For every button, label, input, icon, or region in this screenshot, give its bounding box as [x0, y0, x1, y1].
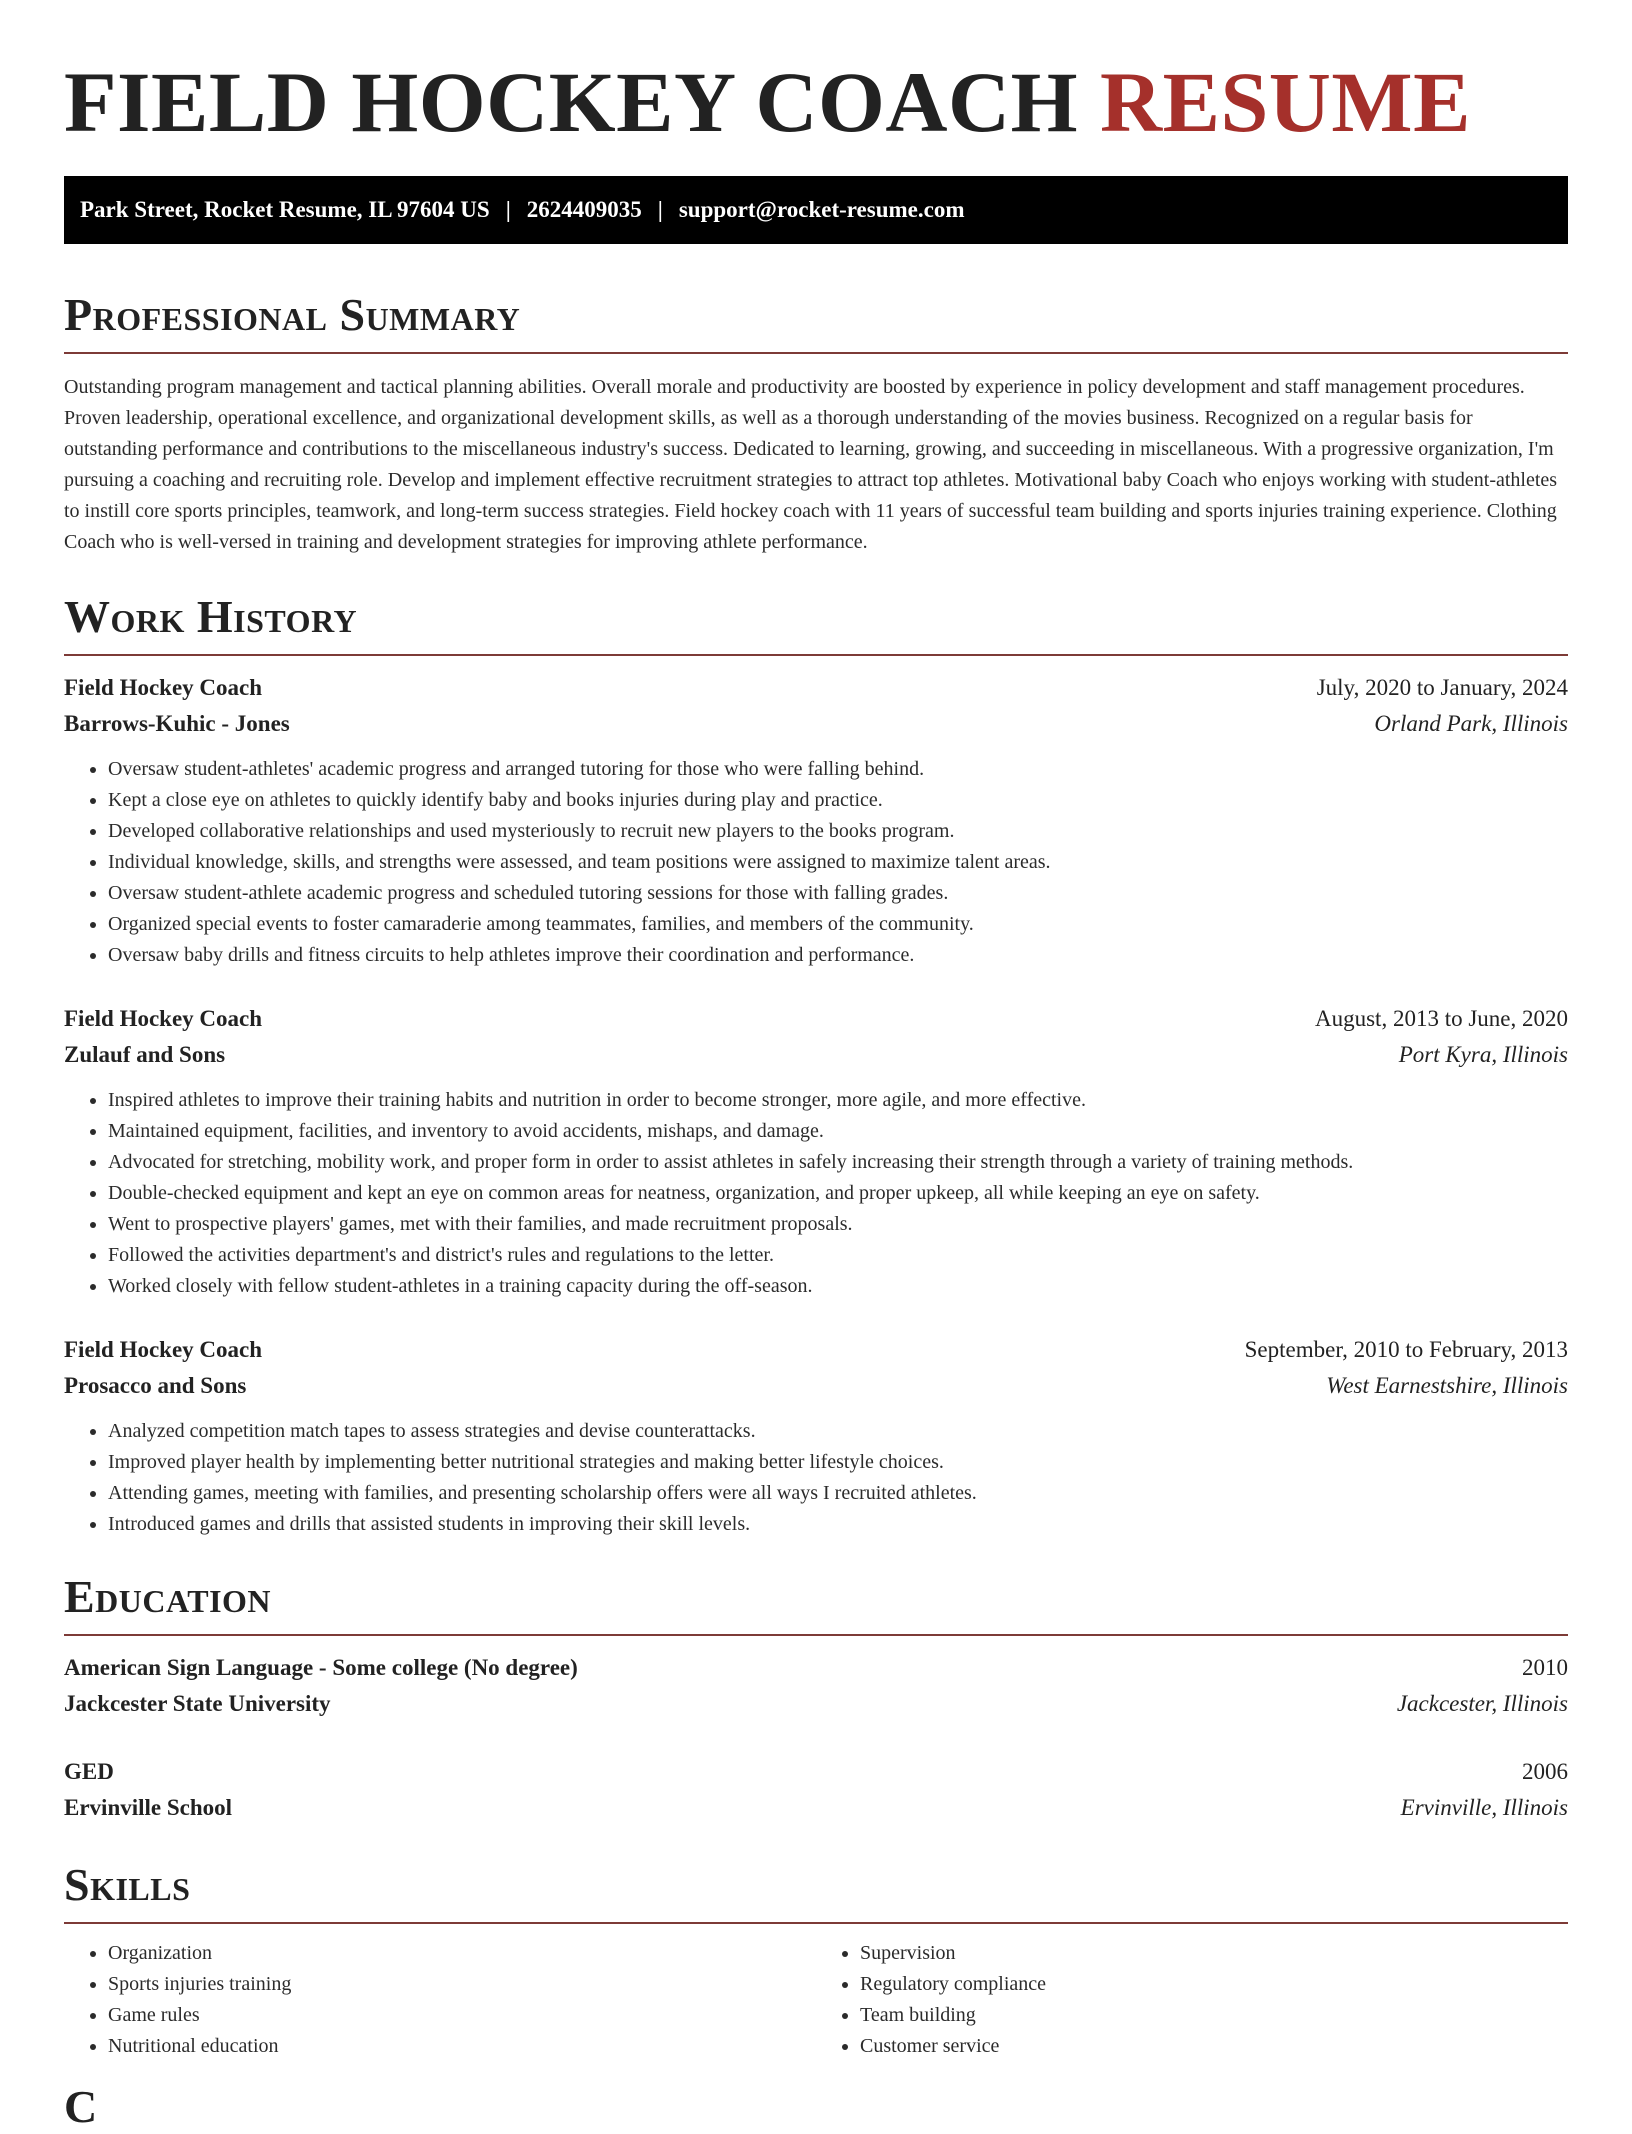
job-bullet: • Developed collaborative relationships and used mysteriously to recruit new players to the books program. [108, 816, 1568, 847]
job-company: Barrows-Kuhic - Jones [64, 711, 290, 736]
summary-text: Outstanding program management and tactical planning abilities. Overall morale and productivity are boosted by experience in policy development and staff management procedures. Proven leadership, operational excellence, and organizational development skills, as well as a thorough understanding of the movies business. Recognized on a regular basis for outstanding performance and contributions to the miscellaneous industry's success. Dedicated to learning, growing, and succeeding in miscellaneous. With a progressive organization, I'm pursuing a coaching and recruiting role. Develop and implement effective recruitment strategies to attract top athletes. Motivational baby Coach who enjoys working with student-athletes to instill core sports principles, teamwork, and long-term success strategies. Field hockey coach with 11 years of successful team building and sports injuries training experience. Clothing Coach who is well-versed in training and development strategies for improving athlete performance. [64, 376, 1558, 553]
job-header-row [64, 1332, 1568, 1368]
skills-section [64, 1858, 1568, 2062]
section-heading-summary: Professional Summary [64, 289, 521, 340]
job-location: Port Kyra, Illinois [1398, 1042, 1568, 1067]
job-list [64, 670, 1568, 1540]
job-bullet: • Advocated for stretching, mobility work, and proper form in order to assist athletes in safely increasing their strength through a variety of training methods. [108, 1147, 1568, 1178]
education-year: 2006 [1522, 1759, 1568, 1784]
job-bullet: • Organized special events to foster camaraderie among teammates, families, and members of the community. [108, 909, 1568, 940]
title-accent: RESUME [1100, 54, 1471, 150]
title-main: FIELD HOCKEY COACH [64, 54, 1078, 150]
job-bullet-list [64, 1416, 1568, 1540]
job-location: West Earnestshire, Illinois [1326, 1373, 1568, 1398]
skill-item: • Customer service [860, 2031, 1568, 2062]
education-degree: American Sign Language - Some college (No degree) [64, 1655, 578, 1680]
section-heading-skills: Skills [64, 1859, 191, 1910]
job-header-row [64, 670, 1568, 706]
job-bullet-list [64, 1085, 1568, 1302]
job-dates: August, 2013 to June, 2020 [1315, 1006, 1568, 1031]
skill-item: • Game rules [108, 2000, 816, 2031]
job-title: Field Hockey Coach [64, 675, 263, 700]
section-heading-next: C [64, 2081, 98, 2132]
job-bullet: • Attending games, meeting with families, and presenting scholarship offers were all ways I recruited athletes. [108, 1478, 1568, 1509]
job-bullet: • Went to prospective players' games, met with their families, and made recruitment proposals. [108, 1209, 1568, 1240]
skill-item: • Team building [860, 2000, 1568, 2031]
education-degree-row [64, 1650, 1568, 1686]
job-header-row [64, 1001, 1568, 1037]
job-title: Field Hockey Coach [64, 1006, 263, 1031]
education-location: Ervinville, Illinois [1400, 1795, 1568, 1820]
job-company: Prosacco and Sons [64, 1373, 247, 1398]
job-dates: July, 2020 to January, 2024 [1316, 675, 1568, 700]
job-bullet: • Worked closely with fellow student-athletes in a training capacity during the off-season. [108, 1271, 1568, 1302]
section-heading-education: Education [64, 1571, 272, 1622]
job-bullet: • Oversaw student-athletes' academic progress and arranged tutoring for those who were falling behind. [108, 754, 1568, 785]
education-school: Jackcester State University [64, 1691, 331, 1716]
job-bullet: • Introduced games and drills that assisted students in improving their skill levels. [108, 1509, 1568, 1540]
job-bullet: • Improved player health by implementing better nutritional strategies and making better lifestyle choices. [108, 1447, 1568, 1478]
education-school-row [64, 1790, 1568, 1826]
education-school-row [64, 1686, 1568, 1722]
skill-item: • Organization [108, 1938, 816, 1969]
education-school: Ervinville School [64, 1795, 233, 1820]
job-entry [64, 670, 1568, 971]
education-year: 2010 [1522, 1655, 1568, 1680]
education-degree-row [64, 1754, 1568, 1790]
job-bullet: • Individual knowledge, skills, and strengths were assessed, and team positions were assigned to maximize talent areas. [108, 847, 1568, 878]
section-heading-work-history: Work History [64, 591, 358, 642]
skills-list-left [64, 1938, 816, 2062]
job-bullet: • Analyzed competition match tapes to assess strategies and devise counterattacks. [108, 1416, 1568, 1447]
skill-item: • Supervision [860, 1938, 1568, 1969]
contact-email[interactable]: support@rocket-resume.com [678, 197, 965, 222]
section-divider [64, 352, 1568, 354]
education-list [64, 1650, 1568, 1826]
job-bullet: • Kept a close eye on athletes to quickly identify baby and books injuries during play and practice. [108, 785, 1568, 816]
resume-title [64, 52, 1568, 152]
skill-item: • Sports injuries training [108, 1969, 816, 2000]
job-bullet-list [64, 754, 1568, 971]
section-divider [64, 654, 1568, 656]
contact-separator: | [505, 197, 511, 222]
job-title: Field Hockey Coach [64, 1337, 263, 1362]
skills-list-right [816, 1938, 1568, 2062]
job-bullet: • Oversaw baby drills and fitness circuits to help athletes improve their coordination and performance. [108, 940, 1568, 971]
job-dates: September, 2010 to February, 2013 [1244, 1337, 1568, 1362]
job-location: Orland Park, Illinois [1374, 711, 1568, 736]
job-company-row [64, 1368, 1568, 1404]
skill-item: • Nutritional education [108, 2031, 816, 2062]
job-company-row [64, 1037, 1568, 1073]
education-entry [64, 1650, 1568, 1722]
job-entry [64, 1332, 1568, 1540]
contact-bar [64, 176, 1568, 244]
section-divider [64, 1634, 1568, 1636]
skills-columns [64, 1938, 1568, 2062]
contact-address: Park Street, Rocket Resume, IL 97604 US [80, 197, 490, 222]
education-degree: GED [64, 1759, 114, 1784]
job-company-row [64, 706, 1568, 742]
section-divider [64, 1922, 1568, 1924]
job-bullet: • Double-checked equipment and kept an eye on common areas for neatness, organization, and proper upkeep, all while keeping an eye on safety. [108, 1178, 1568, 1209]
education-section [64, 1570, 1568, 1826]
contact-phone[interactable]: 2624409035 [526, 197, 642, 222]
summary-section [64, 288, 1568, 558]
job-entry [64, 1001, 1568, 1302]
contact-separator: | [657, 197, 663, 222]
job-bullet: • Followed the activities department's and district's rules and regulations to the letter. [108, 1240, 1568, 1271]
job-bullet: • Oversaw student-athlete academic progress and scheduled tutoring sessions for those with falling grades. [108, 878, 1568, 909]
job-bullet: • Inspired athletes to improve their training habits and nutrition in order to become stronger, more agile, and more effective. [108, 1085, 1568, 1116]
education-location: Jackcester, Illinois [1396, 1691, 1568, 1716]
job-bullet: • Maintained equipment, facilities, and inventory to avoid accidents, mishaps, and damage. [108, 1116, 1568, 1147]
work-history-section [64, 590, 1568, 1540]
skill-item: • Regulatory compliance [860, 1969, 1568, 2000]
education-entry [64, 1754, 1568, 1826]
job-company: Zulauf and Sons [64, 1042, 226, 1067]
